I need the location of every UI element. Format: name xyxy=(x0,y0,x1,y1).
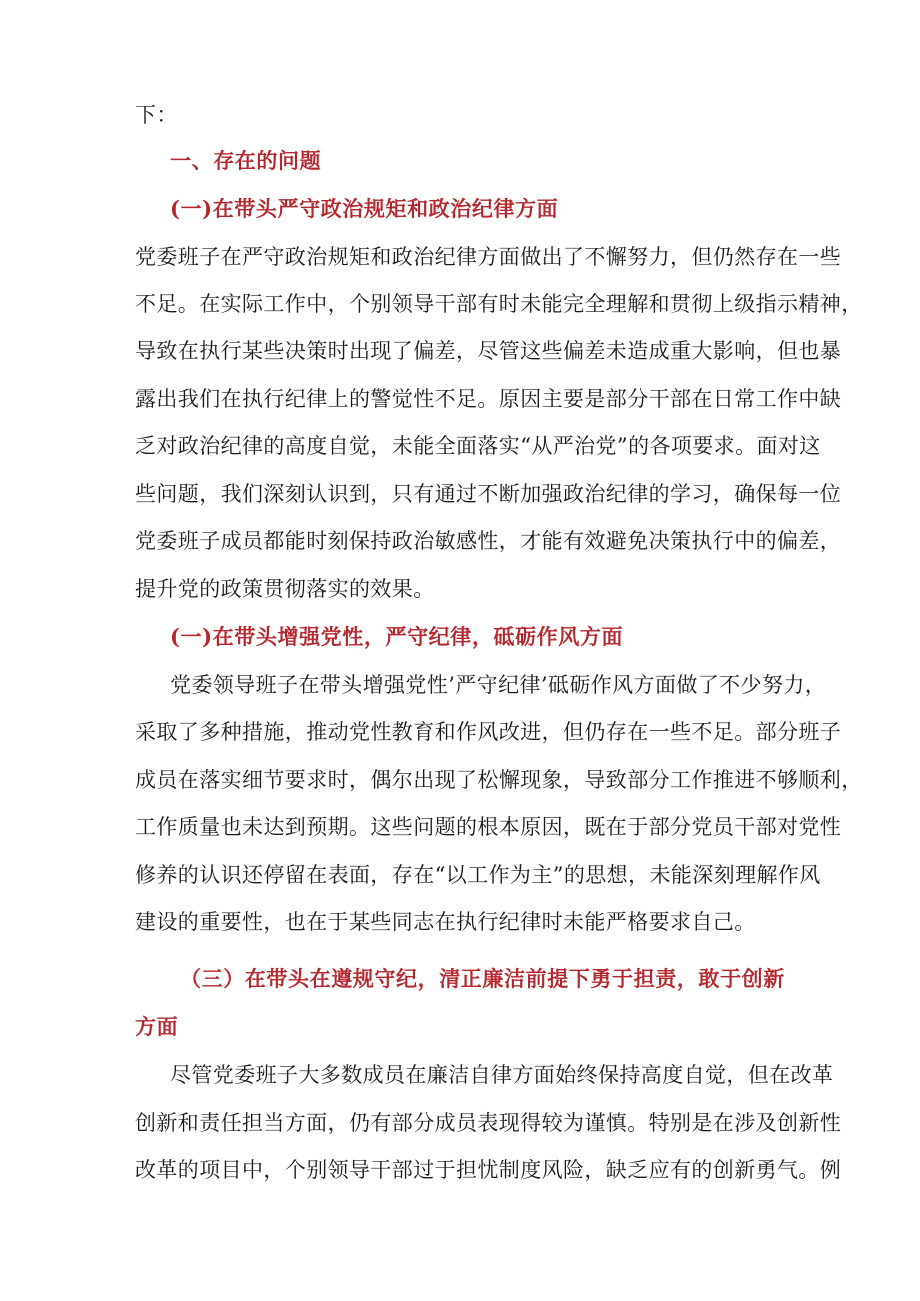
paragraph-line: 导致在执行某些决策时出现了偏差，尽管这些偏差未造成重大影响，但也暴 xyxy=(135,339,842,363)
section-title-problems: 一、存在的问题 xyxy=(170,148,322,173)
subsection-title-party-spirit: (一)在带头增强党性，严守纪律，砥砺作风方面 xyxy=(170,624,624,649)
subsection-title-political-discipline: (一)在带头严守政治规矩和政治纪律方面 xyxy=(170,196,559,221)
subsection-title-integrity-innovation-cont: 方面 xyxy=(135,1014,179,1039)
intro-tail: 下： xyxy=(135,103,178,127)
paragraph-line: 改革的项目中，个别领导干部过于担忧制度风险，缺乏应有的创新勇气。例 xyxy=(135,1158,842,1182)
paragraph-line: 采取了多种措施，推动党性教育和作风改进，但仍存在一些不足。部分班子 xyxy=(135,720,842,744)
paragraph-line: 创新和责任担当方面，仍有部分成员表现得较为谨慎。特别是在涉及创新性 xyxy=(135,1111,842,1135)
subsection-title-integrity-innovation: （三）在带头在遵规守纪，清正廉洁前提下勇于担责，敢于创新 xyxy=(180,966,785,991)
paragraph-line: 提升党的政策贯彻落实的效果。 xyxy=(135,577,435,601)
paragraph-line: 党委领导班子在带头增强党性’严守纪律’砥砺作风方面做了不少努力， xyxy=(170,673,827,697)
paragraph-line: 修养的认识还停留在表面，存在“以工作为主”的思想，未能深刻理解作风 xyxy=(135,863,821,887)
paragraph-line: 党委班子在严守政治规矩和政治纪律方面做出了不懈努力，但仍然存在一些 xyxy=(135,245,842,269)
paragraph-line: 党委班子成员都能时刻保持政治敏感性，才能有效避免决策执行中的偏差， xyxy=(135,529,842,553)
paragraph-line: 乏对政治纪律的高度自觉，未能全面落实“从严治党”的各项要求。面对这 xyxy=(135,434,821,458)
paragraph-line: 不足。在实际工作中，个别领导干部有时未能完全理解和贯彻上级指示精神， xyxy=(135,292,863,316)
paragraph-line: 成员在落实细节要求时，偶尔出现了松懈现象，导致部分工作推进不够顺利， xyxy=(135,768,863,792)
paragraph-line: 些问题，我们深刻认识到，只有通过不断加强政治纪律的学习，确保每一位 xyxy=(135,482,842,506)
paragraph-line: 建设的重要性，也在于某些同志在执行纪律时未能严格要求自己。 xyxy=(135,910,756,934)
paragraph-line: 尽管党委班子大多数成员在廉洁自律方面始终保持高度自觉，但在改革 xyxy=(170,1063,834,1087)
paragraph-line: 工作质量也未达到预期。这些问题的根本原因，既在于部分党员干部对党性 xyxy=(135,815,842,839)
paragraph-line: 露出我们在执行纪律上的警觉性不足。原因主要是部分干部在日常工作中缺 xyxy=(135,387,842,411)
